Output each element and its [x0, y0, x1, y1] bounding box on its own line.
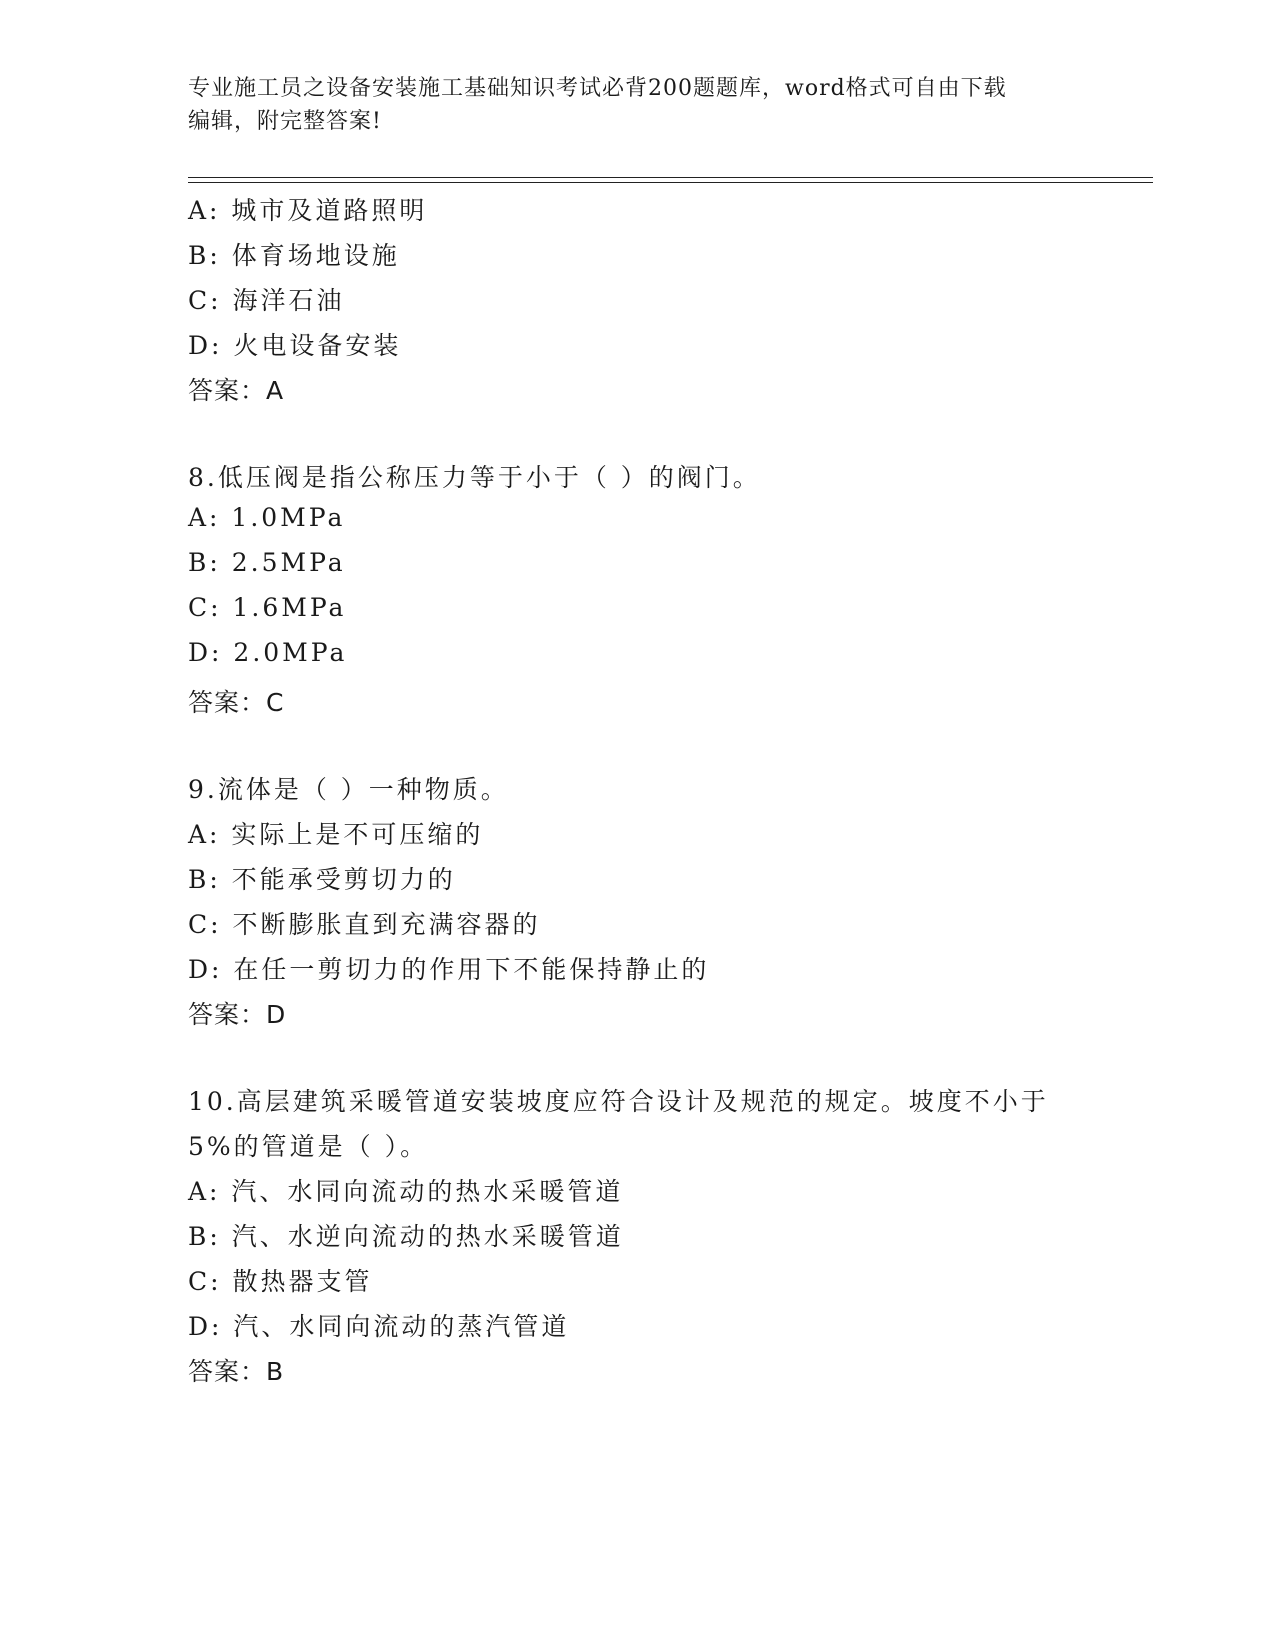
q8-option-c: C: 1.6MPa: [188, 593, 347, 622]
prev-option-d: D: 火电设备安装: [188, 331, 402, 360]
q10-stem-line-2: 5%的管道是（ ）。: [188, 1132, 429, 1161]
q9-option-d: D: 在任一剪切力的作用下不能保持静止的: [188, 955, 710, 984]
header-line-2: 编辑，附完整答案!: [188, 109, 382, 134]
q9-answer: 答案：D: [188, 1000, 287, 1029]
prev-option-c: C: 海洋石油: [188, 286, 345, 315]
q8-option-a: A: 1.0MPa: [188, 503, 346, 532]
q8-option-d: D: 2.0MPa: [188, 638, 348, 667]
q9-stem: 9.流体是（ ）一种物质。: [188, 775, 509, 804]
q9-option-a: A: 实际上是不可压缩的: [188, 820, 484, 849]
q9-option-b: B: 不能承受剪切力的: [188, 865, 456, 894]
header-rule-bottom: [188, 182, 1153, 183]
prev-answer: 答案：A: [188, 376, 285, 405]
q10-option-d: D: 汽、水同向流动的蒸汽管道: [188, 1312, 570, 1341]
q8-option-b: B: 2.5MPa: [188, 548, 346, 577]
document-header: [188, 72, 1078, 138]
prev-option-b: B: 体育场地设施: [188, 241, 400, 270]
header-rule-top: [188, 177, 1153, 178]
q10-option-b: B: 汽、水逆向流动的热水采暖管道: [188, 1222, 624, 1251]
prev-option-a: A: 城市及道路照明: [188, 196, 428, 225]
q8-stem: 8.低压阀是指公称压力等于小于（ ）的阀门。: [188, 463, 761, 492]
q10-stem-line-1: 10.高层建筑采暖管道安装坡度应符合设计及规范的规定。坡度不小于: [188, 1087, 1049, 1116]
q10-answer: 答案：B: [188, 1357, 285, 1386]
q8-answer: 答案：C: [188, 688, 285, 717]
q10-option-a: A: 汽、水同向流动的热水采暖管道: [188, 1177, 624, 1206]
q10-option-c: C: 散热器支管: [188, 1267, 373, 1296]
q9-option-c: C: 不断膨胀直到充满容器的: [188, 910, 541, 939]
header-line-1: 专业施工员之设备安装施工基础知识考试必背200题题库，word格式可自由下载: [188, 76, 1007, 101]
